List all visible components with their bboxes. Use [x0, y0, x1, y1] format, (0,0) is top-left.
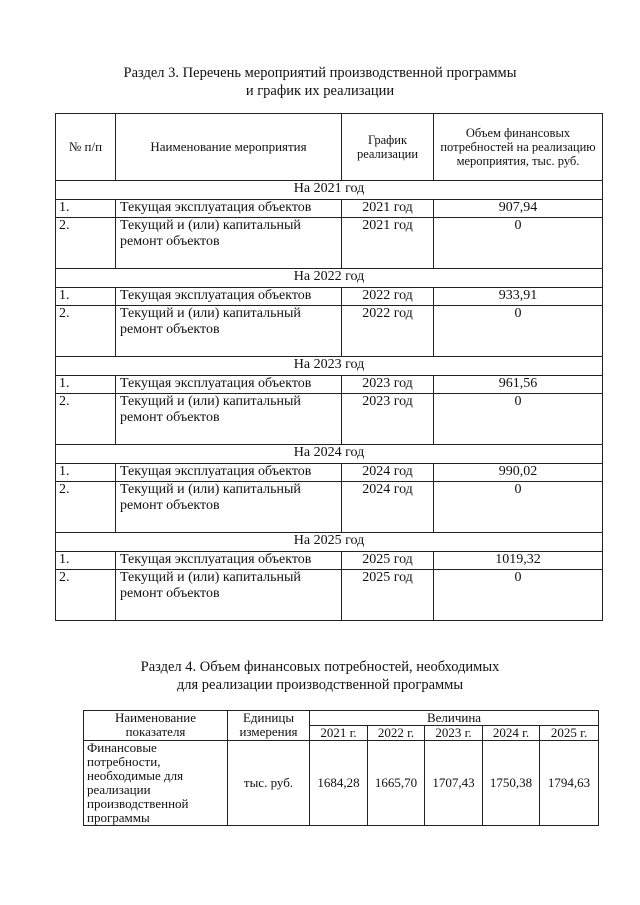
activity-name: Текущая эксплуатация объектов	[116, 376, 342, 394]
activity-schedule: 2021 год	[342, 200, 434, 218]
activity-num: 2.	[56, 482, 116, 533]
activity-name: Текущий и (или) капитальный ремонт объектов	[116, 482, 342, 533]
activity-name: Текущий и (или) капитальный ремонт объектов	[116, 570, 342, 621]
header-indicator-name: Наименование показателя	[84, 711, 228, 741]
activity-schedule: 2025 год	[342, 552, 434, 570]
activity-schedule: 2024 год	[342, 482, 434, 533]
value-2022: 1665,70	[368, 741, 425, 826]
activities-table-header	[56, 114, 603, 181]
header-activity-name: Наименование мероприятия	[116, 114, 342, 181]
section-4-title-line-1: Раздел 4. Объем финансовых потребностей, необходимых	[140, 659, 500, 675]
activity-num: 2.	[56, 570, 116, 621]
activity-name: Текущая эксплуатация объектов	[116, 552, 342, 570]
section-3-title-line-2: и график их реализации	[245, 83, 395, 99]
activity-amount: 933,91	[434, 288, 603, 306]
section-4-title-line-2: для реализации производственной программы	[176, 677, 464, 693]
header-year-2024: 2024 г.	[483, 726, 540, 741]
table-row	[56, 552, 603, 570]
activity-num: 1.	[56, 464, 116, 482]
year-group-label: На 2024 год	[56, 445, 603, 464]
finance-table-row	[84, 741, 599, 826]
header-year-2022: 2022 г.	[368, 726, 425, 741]
activity-num: 2.	[56, 306, 116, 357]
value-2025: 1794,63	[540, 741, 599, 826]
activity-num: 1.	[56, 200, 116, 218]
activity-num: 1.	[56, 376, 116, 394]
activity-schedule: 2023 год	[342, 394, 434, 445]
section-3-heading	[0, 64, 640, 100]
header-year-2025: 2025 г.	[540, 726, 599, 741]
value-2024: 1750,38	[483, 741, 540, 826]
table-row	[56, 218, 603, 269]
section-3-title-line-1: Раздел 3. Перечень мероприятий производственной программы	[123, 65, 517, 81]
activity-amount: 990,02	[434, 464, 603, 482]
activity-name: Текущая эксплуатация объектов	[116, 288, 342, 306]
activity-schedule: 2022 год	[342, 306, 434, 357]
activity-num: 2.	[56, 218, 116, 269]
activity-amount: 0	[434, 570, 603, 621]
year-group-row	[56, 357, 603, 376]
header-year-2023: 2023 г.	[425, 726, 483, 741]
activity-name: Текущая эксплуатация объектов	[116, 464, 342, 482]
activity-amount: 1019,32	[434, 552, 603, 570]
year-group-label: На 2025 год	[56, 533, 603, 552]
activities-table-body	[56, 181, 603, 621]
activity-schedule: 2021 год	[342, 218, 434, 269]
table-row	[56, 376, 603, 394]
section-4-heading	[0, 658, 640, 694]
table-row	[56, 306, 603, 357]
finance-table-header-row-1	[84, 711, 599, 726]
activity-amount: 0	[434, 394, 603, 445]
activity-amount: 0	[434, 306, 603, 357]
activity-schedule: 2023 год	[342, 376, 434, 394]
activity-name: Текущая эксплуатация объектов	[116, 200, 342, 218]
year-group-label: На 2022 год	[56, 269, 603, 288]
year-group-row	[56, 533, 603, 552]
header-schedule: График реализации	[342, 114, 434, 181]
header-year-2021: 2021 г.	[310, 726, 368, 741]
activity-schedule: 2024 год	[342, 464, 434, 482]
indicator-unit: тыс. руб.	[228, 741, 310, 826]
activity-name: Текущий и (или) капитальный ремонт объектов	[116, 218, 342, 269]
finance-table	[83, 710, 599, 826]
table-row	[56, 200, 603, 218]
activity-num: 2.	[56, 394, 116, 445]
header-num: № п/п	[56, 114, 116, 181]
year-group-label: На 2021 год	[56, 181, 603, 200]
activity-schedule: 2025 год	[342, 570, 434, 621]
indicator-name: Финансовые потребности, необходимые для реализации производственной программы	[84, 741, 228, 826]
table-row	[56, 464, 603, 482]
value-2021: 1684,28	[310, 741, 368, 826]
activity-amount: 961,56	[434, 376, 603, 394]
year-group-row	[56, 269, 603, 288]
activity-name: Текущий и (или) капитальный ремонт объектов	[116, 394, 342, 445]
year-group-label: На 2023 год	[56, 357, 603, 376]
table-row	[56, 394, 603, 445]
header-finance: Объем финансовых потребностей на реализацию мероприятия, тыс. руб.	[434, 114, 603, 181]
header-value: Величина	[310, 711, 599, 726]
year-group-row	[56, 181, 603, 200]
year-group-row	[56, 445, 603, 464]
activity-amount: 0	[434, 482, 603, 533]
activities-table	[55, 113, 603, 621]
table-row	[56, 288, 603, 306]
table-row	[56, 570, 603, 621]
activity-num: 1.	[56, 288, 116, 306]
activity-amount: 0	[434, 218, 603, 269]
value-2023: 1707,43	[425, 741, 483, 826]
activity-schedule: 2022 год	[342, 288, 434, 306]
activity-num: 1.	[56, 552, 116, 570]
table-row	[56, 482, 603, 533]
header-unit: Единицы измерения	[228, 711, 310, 741]
activity-name: Текущий и (или) капитальный ремонт объектов	[116, 306, 342, 357]
activity-amount: 907,94	[434, 200, 603, 218]
